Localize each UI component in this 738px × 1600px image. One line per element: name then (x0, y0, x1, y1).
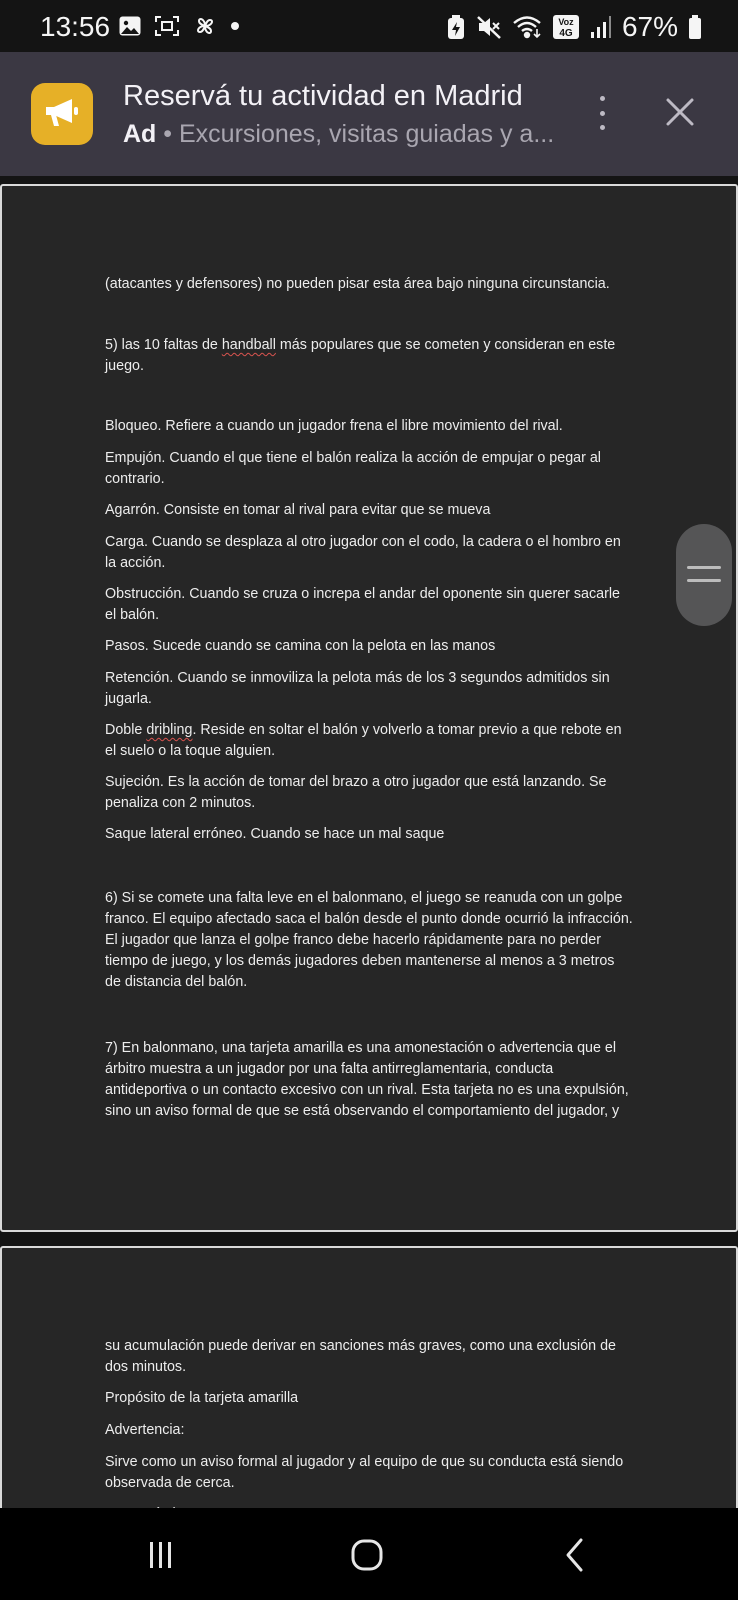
ad-separator: • (163, 120, 173, 148)
doc-paragraph: Sujeción. Es la acción de tomar del brazo a otro jugador que está lanzando. Se penaliza con 2 minutos. (105, 774, 607, 811)
doc-paragraph: 7) En balonmano, una tarjeta amarilla es una amonestación o advertencia que el árbitro muestra a un jugador por una falta antirreglamentaria, conducta antideportiva o un contacto excesivo con un rival. Esta tarjeta no es una expulsión, sino un aviso formal de que se está observando el comportamiento del jugador, y (105, 1040, 629, 1119)
screenshot-icon (154, 14, 180, 38)
ad-title[interactable]: Reservá tu actividad en Madrid (123, 80, 523, 112)
doc-paragraph: Empujón. Cuando el que tiene el balón realiza la acción de empujar o pegar al contrario. (105, 450, 601, 487)
spellcheck-word[interactable]: dribling (146, 722, 193, 738)
status-bar (0, 0, 738, 52)
battery-icon (688, 14, 702, 40)
gallery-icon (118, 14, 142, 38)
back-icon[interactable] (545, 1530, 605, 1580)
megaphone-icon (42, 95, 82, 134)
pinwheel-icon (192, 13, 218, 39)
doc-paragraph: Bloqueo. Refiere a cuando un jugador frena el libre movimiento del rival. (105, 418, 563, 434)
mute-icon (476, 14, 502, 40)
doc-paragraph: Agarrón. Consiste en tomar al rival para evitar que se mueva (105, 502, 491, 518)
doc-paragraph: Obstrucción. Cuando se cruza o increpa el andar del oponente sin querer sacarle el balón. (105, 586, 620, 623)
doc-paragraph: Advertencia: (105, 1422, 185, 1438)
ad-label: Ad (123, 120, 157, 148)
home-icon[interactable] (337, 1530, 397, 1580)
wifi-icon (512, 14, 542, 40)
doc-paragraph: (atacantes y defensores) no pueden pisar esta área bajo ninguna circunstancia. (105, 276, 610, 292)
doc-paragraph: Pasos. Sucede cuando se camina con la pelota en las manos (105, 638, 496, 654)
doc-paragraph: Carga. Cuando se desplaza al otro jugador con el codo, la cadera o el hombro en la acción. (105, 534, 621, 571)
more-vert-icon[interactable] (590, 88, 614, 138)
document-page-1 (0, 184, 738, 1232)
volte-icon (552, 14, 580, 40)
doc-paragraph: su acumulación puede derivar en sanciones más graves, como una exclusión de dos minutos. (105, 1338, 617, 1375)
svg-text:4G: 4G (559, 28, 573, 39)
battery-percent: 67% (621, 11, 678, 42)
ad-subtitle-line (123, 120, 554, 149)
status-right-icons (446, 11, 702, 43)
ad-subtitle: Excursiones, visitas guiadas y a... (179, 120, 555, 148)
status-time: 13:56 (40, 11, 111, 42)
close-icon[interactable] (660, 92, 700, 132)
doc-paragraph: Retención. Cuando se inmoviliza la pelota más de los 3 segundos admitidos sin jugarla. (105, 670, 610, 707)
doc-paragraph: Doble dribling. Reside en soltar el balón y volverlo a tomar previo a que rebote en el suelo o la toque alguien. (105, 722, 622, 759)
doc-paragraph: Saque lateral erróneo. Cuando se hace un mal saque (105, 826, 445, 842)
battery-saver-icon (446, 14, 466, 40)
drag-handle-icon[interactable] (676, 524, 732, 626)
ad-logo (31, 83, 93, 145)
dot-icon (230, 21, 240, 31)
signal-icon (590, 14, 612, 40)
doc-paragraph: Propósito de la tarjeta amarilla (105, 1390, 299, 1406)
spellcheck-word[interactable]: handball (221, 337, 276, 353)
doc-paragraph: Sirve como un aviso formal al jugador y al equipo de que su conducta está siendo observada de cerca. (105, 1454, 624, 1491)
ad-notification-banner[interactable] (0, 52, 738, 176)
recents-icon[interactable] (131, 1530, 191, 1580)
status-left-icons (118, 13, 240, 39)
doc-paragraph: 5) las 10 faltas de handball más populares que se cometen y consideran en este juego. (105, 337, 616, 374)
doc-paragraph: 6) Si se comete una falta leve en el balonmano, el juego se reanuda con un golpe franco. El equipo afectado saca el balón desde el punto donde ocurrió la infracción. El jugador que lanza el golpe franco debe hacerlo rápidamente para no perder tiempo de juego, y los demás jugadores deben mantenerse al menos a 3 metros de distancia del balón. (105, 890, 633, 990)
svg-text:Voz: Voz (558, 17, 574, 27)
navigation-bar (0, 1508, 738, 1600)
